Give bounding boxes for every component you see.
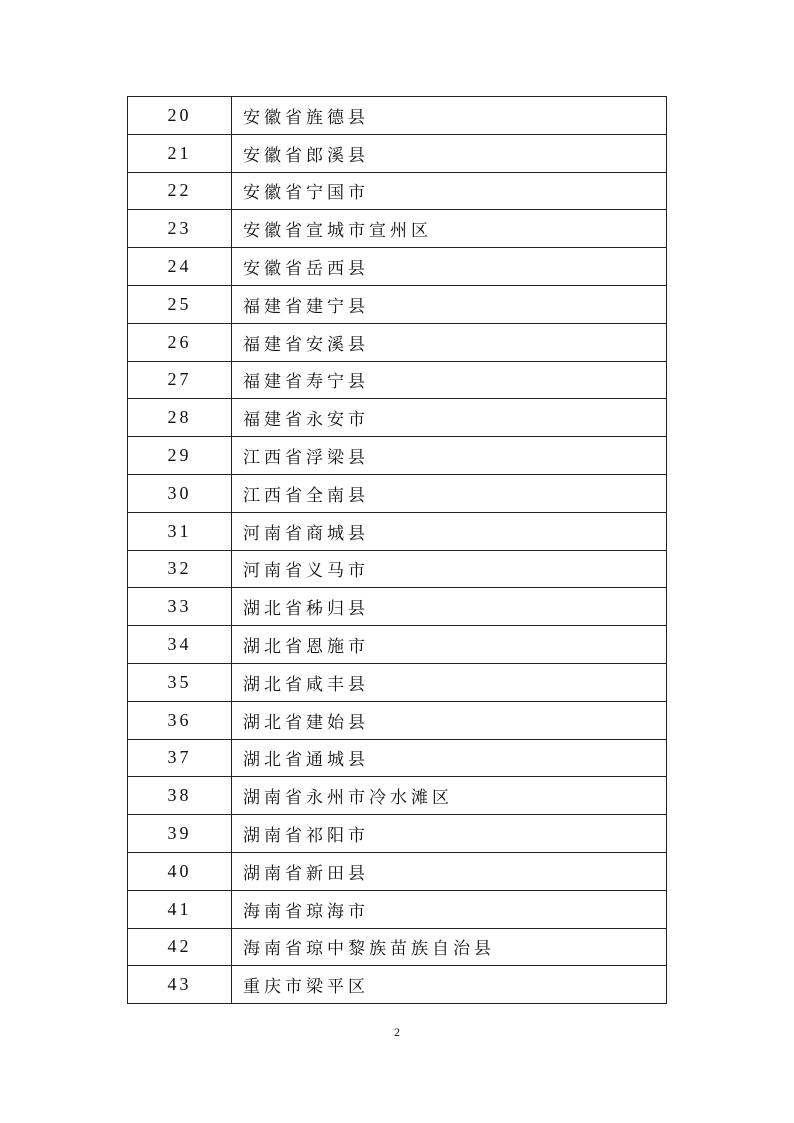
region-name: 江西省浮梁县	[232, 437, 667, 475]
row-number: 38	[128, 777, 232, 815]
table-row	[128, 437, 667, 475]
table-row	[128, 966, 667, 1004]
row-number: 43	[128, 966, 232, 1004]
region-name: 重庆市梁平区	[232, 966, 667, 1004]
table-row	[128, 323, 667, 361]
table-row	[128, 399, 667, 437]
region-name: 湖北省咸丰县	[232, 663, 667, 701]
table-row	[128, 285, 667, 323]
table-row	[128, 852, 667, 890]
row-number: 22	[128, 172, 232, 210]
table-row	[128, 777, 667, 815]
table-row	[128, 701, 667, 739]
row-number: 24	[128, 248, 232, 286]
region-name: 安徽省宁国市	[232, 172, 667, 210]
table-row	[128, 928, 667, 966]
row-number: 34	[128, 626, 232, 664]
row-number: 40	[128, 852, 232, 890]
region-name: 海南省琼中黎族苗族自治县	[232, 928, 667, 966]
row-number: 36	[128, 701, 232, 739]
region-name: 福建省建宁县	[232, 285, 667, 323]
table-row	[128, 739, 667, 777]
row-number: 37	[128, 739, 232, 777]
row-number: 41	[128, 890, 232, 928]
table-body	[128, 97, 667, 1004]
table-row	[128, 815, 667, 853]
region-name: 湖北省秭归县	[232, 588, 667, 626]
region-name: 福建省寿宁县	[232, 361, 667, 399]
page-number: 2	[394, 1025, 400, 1039]
table-row	[128, 588, 667, 626]
table-row	[128, 890, 667, 928]
row-number: 32	[128, 550, 232, 588]
row-number: 29	[128, 437, 232, 475]
row-number: 35	[128, 663, 232, 701]
row-number: 27	[128, 361, 232, 399]
table-row	[128, 550, 667, 588]
region-name: 河南省义马市	[232, 550, 667, 588]
region-name: 河南省商城县	[232, 512, 667, 550]
table-row	[128, 134, 667, 172]
row-number: 33	[128, 588, 232, 626]
table-row	[128, 172, 667, 210]
region-name: 海南省琼海市	[232, 890, 667, 928]
region-name: 安徽省郎溪县	[232, 134, 667, 172]
region-name: 安徽省旌德县	[232, 97, 667, 135]
region-name: 湖南省祁阳市	[232, 815, 667, 853]
row-number: 23	[128, 210, 232, 248]
row-number: 26	[128, 323, 232, 361]
row-number: 20	[128, 97, 232, 135]
table-row	[128, 248, 667, 286]
row-number: 30	[128, 474, 232, 512]
region-name: 湖北省通城县	[232, 739, 667, 777]
region-name: 安徽省岳西县	[232, 248, 667, 286]
region-name: 福建省永安市	[232, 399, 667, 437]
row-number: 21	[128, 134, 232, 172]
row-number: 28	[128, 399, 232, 437]
table-row	[128, 663, 667, 701]
region-name: 福建省安溪县	[232, 323, 667, 361]
region-name: 湖南省新田县	[232, 852, 667, 890]
region-name: 湖北省建始县	[232, 701, 667, 739]
table-row	[128, 97, 667, 135]
table-row	[128, 626, 667, 664]
table-row	[128, 361, 667, 399]
row-number: 42	[128, 928, 232, 966]
row-number: 39	[128, 815, 232, 853]
county-list-table	[127, 96, 667, 1004]
region-name: 湖南省永州市冷水滩区	[232, 777, 667, 815]
table-row	[128, 210, 667, 248]
row-number: 25	[128, 285, 232, 323]
region-name: 安徽省宣城市宣州区	[232, 210, 667, 248]
row-number: 31	[128, 512, 232, 550]
region-name: 江西省全南县	[232, 474, 667, 512]
region-name: 湖北省恩施市	[232, 626, 667, 664]
table-row	[128, 474, 667, 512]
table-row	[128, 512, 667, 550]
